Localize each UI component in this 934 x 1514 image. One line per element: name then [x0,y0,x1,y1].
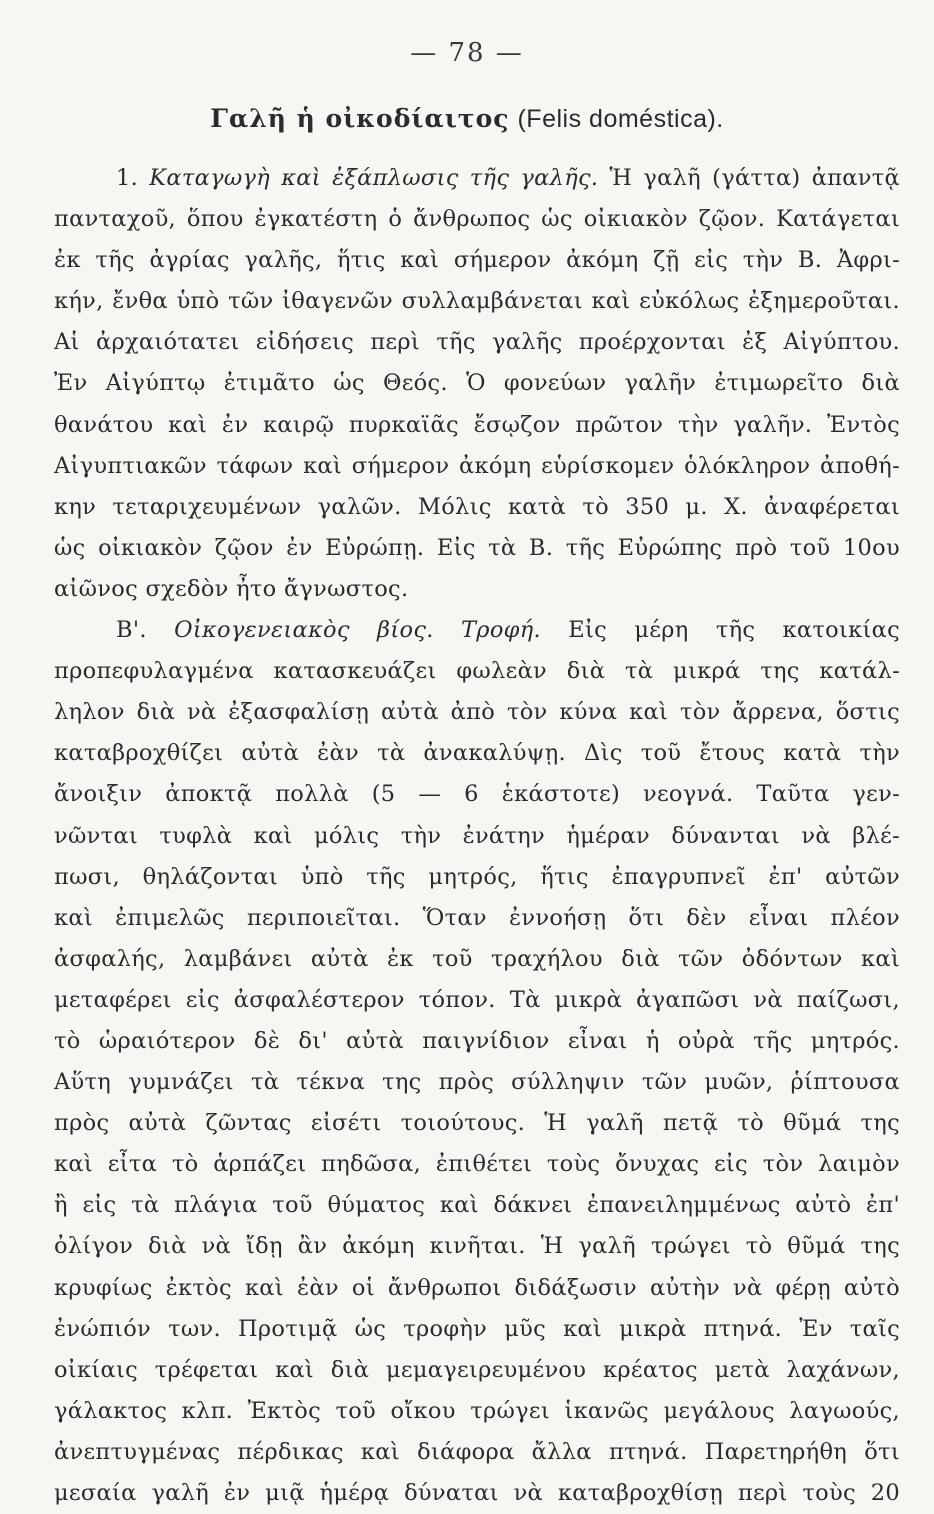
paragraph-1-line-1 [54,158,900,199]
section-title [0,104,934,134]
paragraph-2-line: μεταφέρει εἰς ἀσφαλέστερον τόπον. Τὰ μικρὰ ἀγαπῶσι νὰ παίζωσι, [54,986,900,1013]
paragraph-2-line: ἀσφαλής, λαμβάνει αὐτὰ ἐκ τοῦ τραχήλου διὰ τῶν ὀδόντων καὶ [54,945,900,972]
paragraph-1-line: αἰῶνος σχεδὸν ἦτο ἄγνωστος. [54,575,409,602]
paragraph-2-line: προπεφυλαγμένα κατασκευάζει φωλεὰν διὰ τὰ μικρά της κατάλ- [54,658,900,685]
paragraph-2-line: ἢ εἰς τὰ πλάγια τοῦ θύματος καὶ δάκνει ἐπανειλημμένως αὐτὸ ἐπ' [54,1192,900,1219]
paragraph-2-line: οἰκίαις τρέφεται καὶ διὰ μεμαγειρευμένου κρέατος μετὰ λαχάνων, [54,1356,900,1383]
paragraph-2-line: πωσι, θηλάζονται ὑπὸ τῆς μητρός, ἥτις ἐπαγρυπνεῖ ἐπ' αὐτῶν [54,863,900,890]
paragraph-1-line: Αἱ ἀρχαιότατει εἰδήσεις περὶ τῆς γαλῆς προέρχονται ἐξ Αἰγύπτου. [54,329,900,356]
page-number: — 78 — [410,38,524,68]
paragraph-1-line: πανταχοῦ, ὅπου ἐγκατέστη ὁ ἄνθρωπος ὡς οἰκιακὸν ζῷον. Κατάγεται [54,206,900,233]
paragraph-1-line: κήν, ἔνθα ὑπὸ τῶν ἰθαγενῶν συλλαμβάνεται καὶ εὐκόλως ἐξημεροῦται. [54,288,900,315]
body-text [54,158,900,1514]
title-greek: Γαλῆ ἡ οἰκοδίαιτος [210,104,510,133]
paragraph-2-line: ὀλίγον διὰ νὰ ἴδῃ ἂν ἀκόμη κινῆται. Ἡ γαλῆ τρώγει τὸ θῦμά της [54,1233,900,1260]
paragraph-1-line: ἐκ τῆς ἀγρίας γαλῆς, ἥτις καὶ σήμερον ἀκόμη ζῇ εἰς τὴν Β. Ἀφρι- [54,247,900,274]
paragraph-2-line: κρυφίως ἐκτὸς καὶ ἐὰν οἱ ἄνθρωποι διδάξωσιν αὐτὴν νὰ φέρῃ αὐτὸ [54,1274,900,1301]
paragraph-2-line: ἐνώπιόν των. Προτιμᾷ ὡς τροφὴν μῦς καὶ μικρὰ πτηνά. Ἐν ταῖς [54,1315,900,1342]
paragraph-1-line: ὡς οἰκιακὸν ζῷον ἐν Εὐρώπῃ. Εἰς τὰ Β. τῆς Εὐρώπης πρὸ τοῦ 10ου [54,534,900,561]
paragraph-text: Ἡ γαλῆ (γάττα) ἀπαντᾷ [609,165,900,191]
paragraph-1-line: Αἰγυπτιακῶν τάφων καὶ σήμερον ἀκόμη εὑρίσκομεν ὁλόκληρον ἀποθή- [54,452,900,479]
paragraph-2-line: μεσαία γαλῆ ἐν μιᾷ ἡμέρᾳ δύναται νὰ καταβροχθίσῃ περὶ τοὺς 20 [54,1480,900,1506]
paragraph-2-line-1 [54,610,900,651]
paragraph-1-line: Ἐν Αἰγύπτῳ ἐτιμᾶτο ὡς Θεός. Ὁ φονεύων γαλῆν ἐτιμωρεῖτο διὰ [54,370,900,397]
paragraph-2-line: ληλον διὰ νὰ ἐξασφαλίσῃ αὐτὰ ἀπὸ τὸν κύνα καὶ τὸν ἄρρενα, ὅστις [54,699,900,726]
paragraph-2-line: ἀνεπτυγμένας πέρδικας καὶ διάφορα ἄλλα πτηνά. Παρετηρήθη ὅτι [54,1438,900,1465]
paragraph-number: 1. [116,165,139,191]
paragraph-2-line: γάλακτος κλπ. Ἐκτὸς τοῦ οἴκου τρώγει ἱκανῶς μεγάλους λαγωούς, [54,1397,900,1424]
title-latin: (Felis doméstica). [517,105,724,133]
paragraph-2-line: καὶ εἶτα τὸ ἁρπάζει πηδῶσα, ἐπιθέτει τοὺς ὄνυχας εἰς τὸν λαιμὸν [54,1151,900,1178]
paragraph-2-line: νῶνται τυφλὰ καὶ μόλις τὴν ἐνάτην ἡμέραν δύνανται νὰ βλέ- [54,822,900,849]
paragraph-2-line: πρὸς αὐτὰ ζῶντας εἰσέτι τοιούτους. Ἡ γαλῆ πετᾷ τὸ θῦμά της [54,1110,900,1137]
paragraph-1-line: κην τεταριχευμένων γαλῶν. Μόλις κατὰ τὸ 350 μ. Χ. ἀναφέρεται [54,493,900,520]
paragraph-1-line: θανάτου καὶ ἐν καιρῷ πυρκαϊᾶς ἔσῳζον πρῶτον τὴν γαλῆν. Ἐντὸς [54,411,900,438]
paragraph-2-line: τὸ ὡραιότερον δὲ δι' αὐτὰ παιγνίδιον εἶναι ἡ οὐρὰ τῆς μητρός. [54,1027,900,1054]
paragraph-2-line: καὶ ἐπιμελῶς περιποιεῖται. Ὅταν ἐννοήσῃ ὅτι δὲν εἶναι πλέον [54,904,900,931]
paragraph-heading: Καταγωγὴ καὶ ἐξάπλωσις τῆς γαλῆς. [149,165,599,191]
paragraph-text: Εἰς μέρη τῆς κατοικίας [568,617,900,644]
paragraph-2-line: καταβροχθίζει αὐτὰ ἐὰν τὰ ἀνακαλύψῃ. Δὶς τοῦ ἔτους κατὰ τὴν [54,740,900,767]
paragraph-2-line: Αὕτη γυμνάζει τὰ τέκνα της πρὸς σύλληψιν τῶν μυῶν, ῥίπτουσα [54,1069,900,1096]
paragraph-number: Β'. [116,617,147,644]
paragraph-heading: Οἰκογενειακὸς βίος. Τροφή. [174,617,541,644]
paragraph-2-line: ἄνοιξιν ἀποκτᾷ πολλὰ (5 — 6 ἑκάστοτε) νεογνά. Ταῦτα γεν- [54,781,900,808]
